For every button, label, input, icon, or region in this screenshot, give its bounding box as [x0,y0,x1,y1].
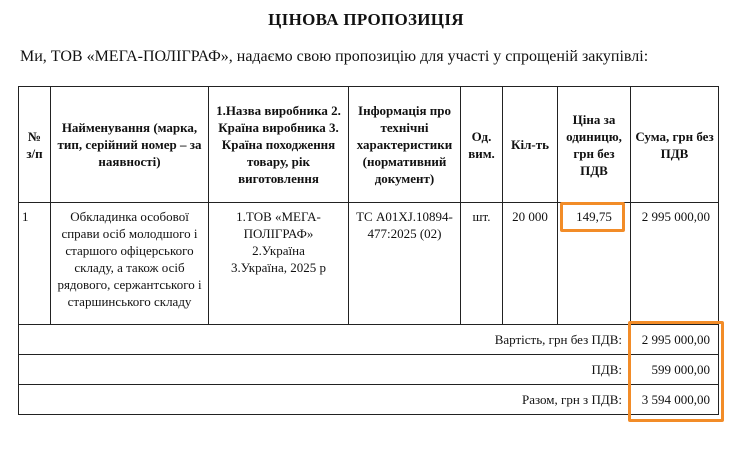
header-sum: Сума, грн без ПДВ [631,87,719,203]
total-row-gross [19,385,719,415]
intro-text: Ми, ТОВ «МЕГА-ПОЛІГРАФ», надаємо свою пропозицію для участі у спрощеній закупівлі: [20,48,649,65]
cell-producer [209,203,349,325]
producer-line-2: 2.Україна [252,243,305,258]
cell-price: 149,75 [558,203,631,325]
document-title: ЦІНОВА ПРОПОЗИЦІЯ [268,10,464,29]
total-row-net [19,325,719,355]
header-num: № з/п [19,87,51,203]
totals-highlight-box [628,321,724,422]
total-label-vat: ПДВ: [19,355,631,385]
header-producer: 1.Назва виробника 2. Країна виробника 3. Країна походження товару, рік виготовлення [209,87,349,203]
total-row-vat [19,355,719,385]
table-header-row [19,87,719,203]
cell-num: 1 [19,203,51,325]
price-highlight-box [560,202,625,232]
cell-tech: ТС А01XJ.10894-477:2025 (02) [349,203,461,325]
total-value-net: 2 995 000,00 [631,325,719,355]
cell-name: Обкладинка особової справи осіб молодшого і старшого офіцерського складу, а також осіб рядового, сержантського і старшинського складу [51,203,209,325]
total-value-vat: 599 000,00 [631,355,719,385]
producer-line-3: 3.Україна, 2025 р [231,260,326,275]
header-qty: Кіл-ть [503,87,558,203]
header-price: Ціна за одиницю, грн без ПДВ [558,87,631,203]
price-table [18,86,719,415]
total-label-gross: Разом, грн з ПДВ: [19,385,631,415]
header-unit: Од. вим. [461,87,503,203]
total-label-net: Вартість, грн без ПДВ: [19,325,631,355]
cell-qty: 20 000 [503,203,558,325]
total-value-gross: 3 594 000,00 [631,385,719,415]
producer-line-1: 1.ТОВ «МЕГА-ПОЛІГРАФ» [236,209,321,241]
cell-sum: 2 995 000,00 [631,203,719,325]
header-tech: Інформація про технічні характеристики (нормативний документ) [349,87,461,203]
cell-unit: шт. [461,203,503,325]
header-name: Найменування (марка, тип, серійний номер – за наявності) [51,87,209,203]
